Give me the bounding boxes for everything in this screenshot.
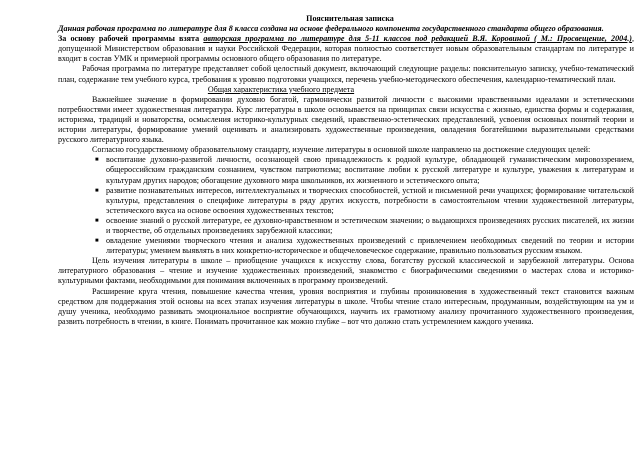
intro-p2-program: авторская программа по литературе для 5-11 классов под редакцией В.Я. Коровиной ( М.: Просвещение, 2004.) <box>203 34 632 44</box>
list-item <box>95 185 634 216</box>
goal-text: развитие познавательных интересов, интеллектуальных и творческих способностей, устной и письменной речи учащихся; формирование читательской культуры, представления о специфике литературы в ряду других искусств, потребности в самостоятельном чтении художественной литературы, эстетического вкуса на основе освоения художественных текстов; <box>106 185 634 215</box>
square-bullet-icon: ■ <box>95 238 99 245</box>
goal-text: воспитание духовно-развитой личности, осознающей свою принадлежность к родной культуре, обладающей гуманистическим мировоззрением, общероссийским гражданским сознанием, чувством патриотизма; воспитание любви к русской литературе и культуре, уважения к литературам и культурам других народов; обогащение духовного мира школьников, их жизненного и эстетического опыта; <box>106 155 634 185</box>
list-item <box>95 236 634 256</box>
section-heading: Общая характеристика учебного предмета <box>207 84 355 94</box>
square-bullet-icon: ■ <box>95 217 99 224</box>
intro-paragraph-1: Данная рабочая программа по литературе для 8 класса создана на основе федерального компонента государственного стандарта общего образования. <box>58 24 604 34</box>
goal-text: овладение умениями творческого чтения и анализа художественных произведений с привлечением необходимых сведений по теории и истории литературы; умением выявлять в них конкретно-историческое и общечеловеческое содержание, правильно пользоваться русским языком. <box>106 236 634 256</box>
intro-p2-lead: За основу рабочей программы взята <box>58 34 200 44</box>
page-title: Пояснительная записка <box>306 14 394 23</box>
body-paragraph-4: Расширение круга чтения, повышение качества чтения, уровня восприятия и глубины проникновения в художественный текст становится важным средством для поддержания этой основы на всех этапах изучения литературы в школе. Чтобы чтение стало интересным, продуманным, воздействующим на ум и душу ученика, необходимо развивать эмоциональное восприятие обучающихся, научить их грамотному анализу прочитанного художественного произведения, развить потребность в чтении, в книге. Понимать прочитанное как можно глубже – вот что должно стать устремлением каждого ученика. <box>58 286 634 326</box>
body-paragraph-1: Важнейшее значение в формировании духовно богатой, гармонически развитой личности с высокими нравственными идеалами и эстетическими потребностями имеет художественная литература. Курс литературы в школе основывается на принципах связи искусства с жизнью, единства формы и содержания, историзма, традиций и новаторства, осмысления историко-культурных сведений, нравственно-эстетических представлений, усвоения основных понятий теории и истории литературы, формирование умений оценивать и анализировать художественные произведения, овладения богатейшими выразительными средствами русского литературного языка. <box>58 94 634 145</box>
list-item <box>95 215 634 236</box>
body-paragraph-3: Цель изучения литературы в школе – приобщение учащихся к искусству слова, богатству русской классической и зарубежной литературы. Основа литературного образования – чтение и изучение художественных произведений, знакомство с биографическими сведениями о мастерах слова и историко-культурными фактами, необходимыми для понимания включенных в программу произведений. <box>58 256 634 286</box>
intro-paragraph-3: Рабочая программа по литературе представляет собой целостный документ, включающий следующие разделы: пояснительную записку, учебно-тематический план, содержание тем учебного курса, требования к уровню подготовки учащихся, перечень учебно-методического обеспечения, календарно-тематический план. <box>58 64 634 84</box>
intro-p2-rest: , допущенной Министерством образования и науки Российской Федерации, которая полностью соответствует новым образовательным стандартам по литературе и входит в состав УМК и примерной программы основного общего образования по литературе. <box>58 34 634 64</box>
square-bullet-icon: ■ <box>95 157 99 164</box>
square-bullet-icon: ■ <box>95 187 99 194</box>
intro-paragraph-2 <box>58 34 634 64</box>
list-item <box>95 155 634 185</box>
body-paragraph-2: Согласно государственному образовательному стандарту, изучение литературы в основной школе направлено на достижение следующих целей: <box>92 145 591 155</box>
goals-list <box>58 155 634 256</box>
goal-text: освоение знаний о русской литературе, ее духовно-нравственном и эстетическом значении; о выдающихся произведениях русских писателей, их жизни и творчестве, об отдельных произведениях зарубежной классики; <box>106 215 634 235</box>
